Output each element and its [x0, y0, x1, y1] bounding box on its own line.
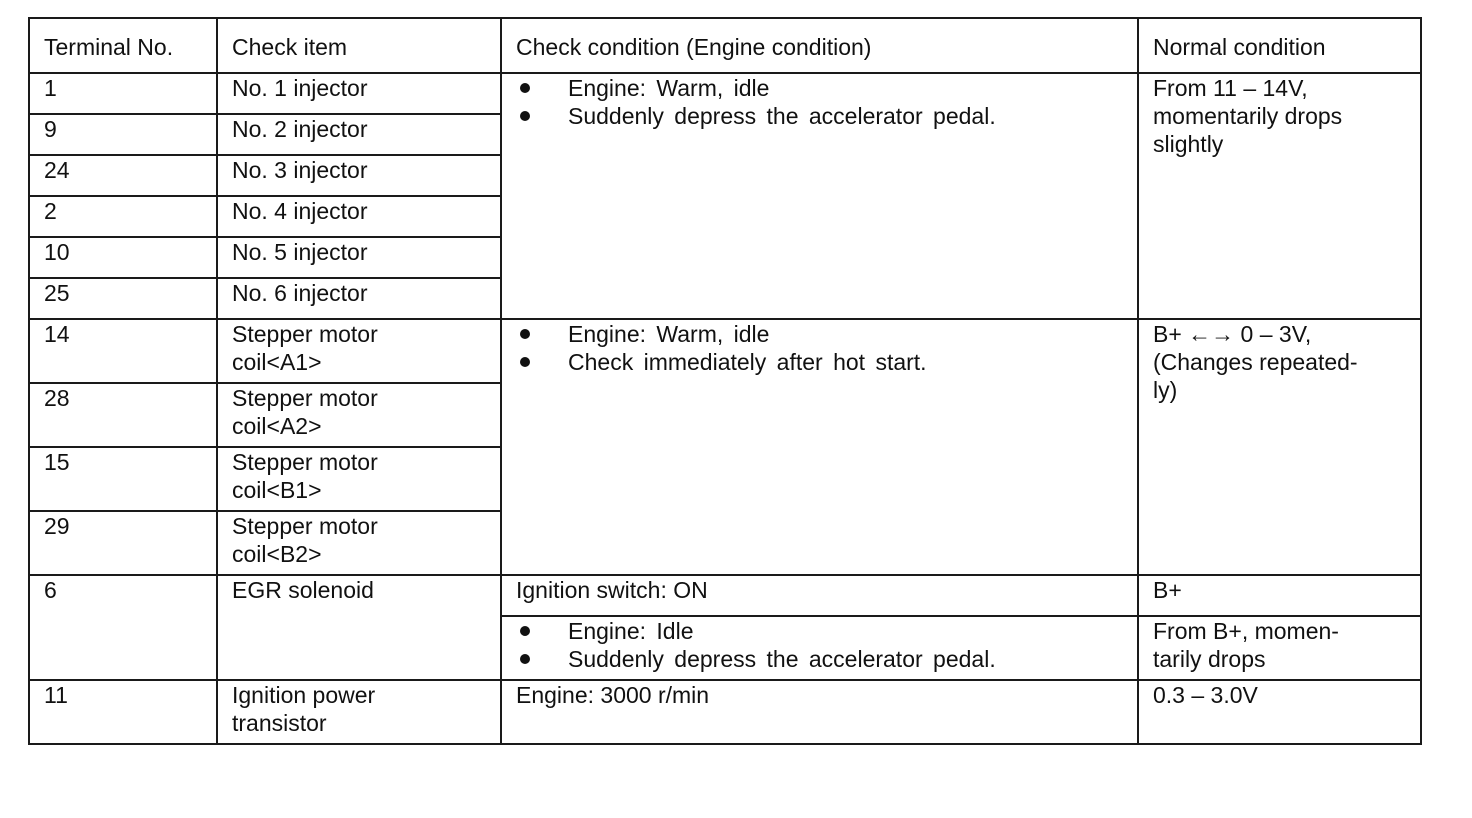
check-item-cell: No. 6 injector: [217, 278, 501, 319]
check-item-cell: [217, 319, 501, 383]
normal-line: ly): [1153, 377, 1178, 403]
egr-normal-b-cell: [1138, 616, 1421, 680]
egr-normal-a-cell: B+: [1138, 575, 1421, 616]
check-item-cell: No. 4 injector: [217, 196, 501, 237]
terminal-cell: 14: [29, 319, 217, 383]
terminal-cell: 28: [29, 383, 217, 447]
ignition-normal-cell: 0.3 – 3.0V: [1138, 680, 1421, 744]
table-row: [29, 73, 1421, 114]
table-header-row: [29, 18, 1421, 73]
ignition-condition-cell: Engine: 3000 r/min: [501, 680, 1138, 744]
terminal-cell: 2: [29, 196, 217, 237]
table-row: [29, 319, 1421, 383]
check-item-line: Ignition power: [232, 682, 376, 708]
header-check-condition: Check condition (Engine condition): [501, 18, 1138, 73]
header-terminal-no: Terminal No.: [29, 18, 217, 73]
check-item-line: coil<A2>: [232, 413, 322, 439]
injector-condition-cell: [501, 73, 1138, 319]
terminal-cell: 9: [29, 114, 217, 155]
stepper-normal-cell: [1138, 319, 1421, 575]
condition-bullet: Engine: Idle: [516, 617, 1123, 645]
condition-bullet: Check immediately after hot start.: [516, 348, 1123, 376]
header-check-item: Check item: [217, 18, 501, 73]
normal-line: slightly: [1153, 131, 1224, 157]
terminal-cell: 1: [29, 73, 217, 114]
check-item-line: coil<A1>: [232, 349, 322, 375]
check-item-cell: [217, 680, 501, 744]
terminal-cell: 24: [29, 155, 217, 196]
table-row: [29, 680, 1421, 744]
condition-bullet: Engine: Warm, idle: [516, 320, 1123, 348]
injector-normal-cell: [1138, 73, 1421, 319]
normal-line: From B+, momen-: [1153, 618, 1339, 644]
normal-line: tarily drops: [1153, 646, 1266, 672]
terminal-cell: 6: [29, 575, 217, 680]
check-item-line: Stepper motor: [232, 513, 378, 539]
terminal-check-table: [28, 17, 1422, 745]
normal-line: (Changes repeated-: [1153, 349, 1358, 375]
check-item-cell: [217, 447, 501, 511]
terminal-cell: 25: [29, 278, 217, 319]
check-item-line: coil<B2>: [232, 541, 322, 567]
egr-condition-b-cell: [501, 616, 1138, 680]
check-item-line: Stepper motor: [232, 449, 378, 475]
check-item-cell: No. 2 injector: [217, 114, 501, 155]
check-item-cell: [217, 383, 501, 447]
check-item-line: Stepper motor: [232, 385, 378, 411]
normal-line: B+ ←→ 0 – 3V,: [1153, 321, 1312, 347]
check-item-line: Stepper motor: [232, 321, 378, 347]
header-normal-condition: Normal condition: [1138, 18, 1421, 73]
check-item-cell: No. 1 injector: [217, 73, 501, 114]
check-item-cell: No. 5 injector: [217, 237, 501, 278]
check-item-cell: [217, 511, 501, 575]
terminal-cell: 10: [29, 237, 217, 278]
stepper-condition-cell: [501, 319, 1138, 575]
check-item-line: coil<B1>: [232, 477, 322, 503]
check-item-line: transistor: [232, 710, 327, 736]
terminal-cell: 15: [29, 447, 217, 511]
condition-bullet: Suddenly depress the accelerator pedal.: [516, 102, 1123, 130]
check-item-cell: EGR solenoid: [217, 575, 501, 680]
check-item-cell: No. 3 injector: [217, 155, 501, 196]
terminal-cell: 11: [29, 680, 217, 744]
table-row: [29, 575, 1421, 616]
condition-bullet: Suddenly depress the accelerator pedal.: [516, 645, 1123, 673]
egr-condition-a-cell: Ignition switch: ON: [501, 575, 1138, 616]
condition-bullet: Engine: Warm, idle: [516, 74, 1123, 102]
normal-line: momentarily drops: [1153, 103, 1343, 129]
normal-line: From 11 – 14V,: [1153, 75, 1308, 101]
terminal-cell: 29: [29, 511, 217, 575]
